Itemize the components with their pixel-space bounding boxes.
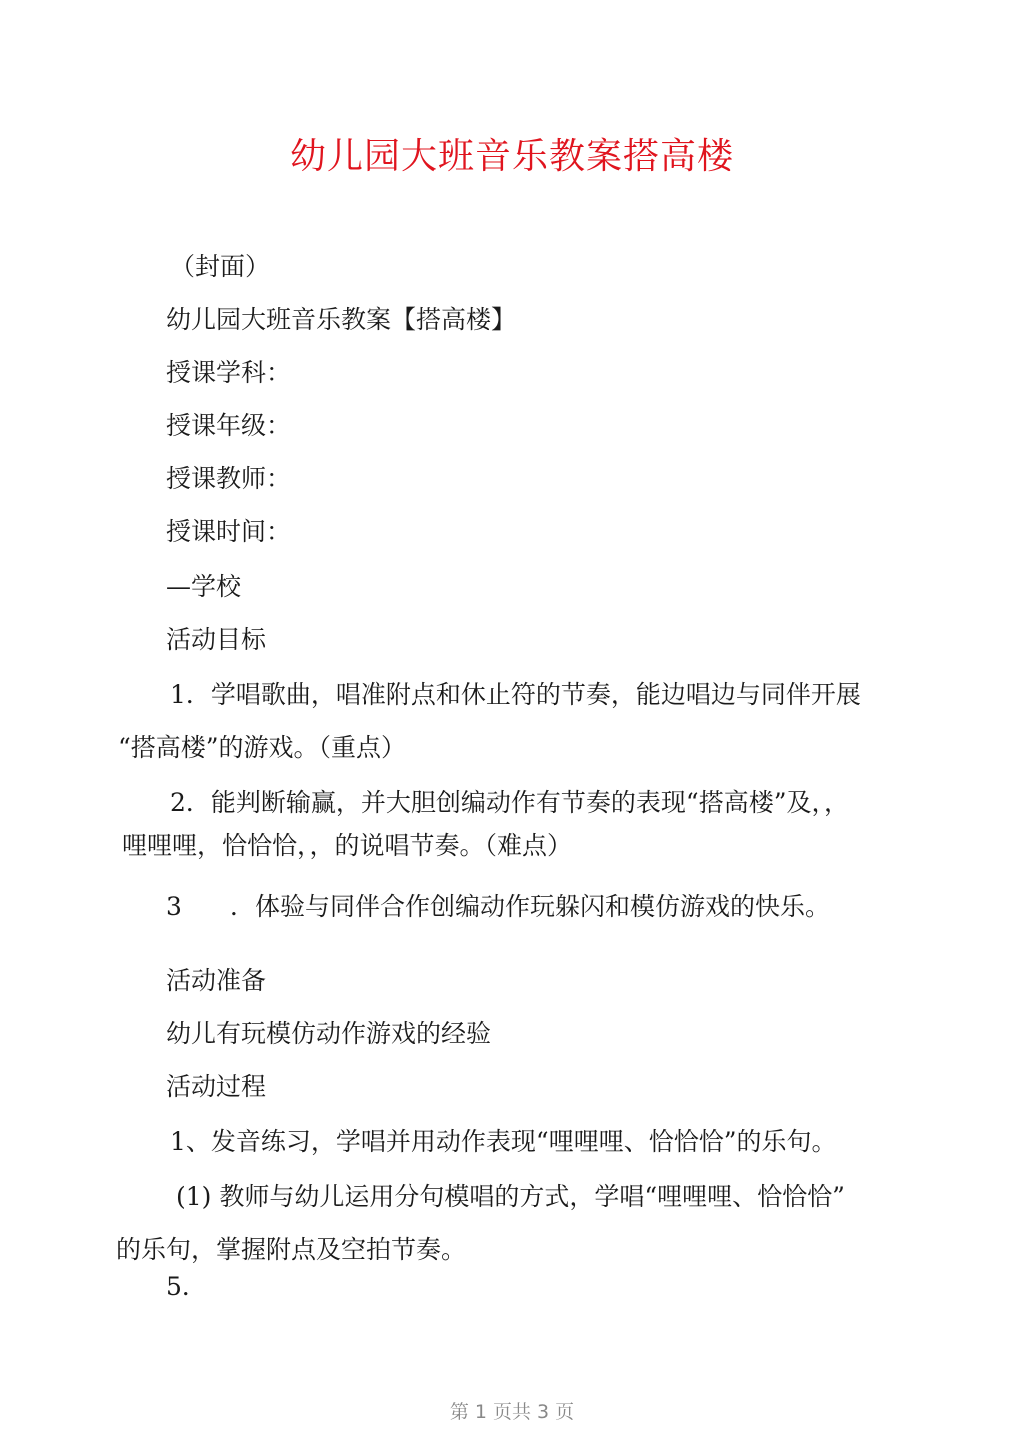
section-heading-process: 活动过程 [166,1072,267,1101]
school-field: —学校 [166,572,242,601]
process-step-1-sub-1-line-1: (1) 教师与幼儿运用分句模唱的方式，学唱“哩哩哩、恰恰恰” [176,1182,845,1211]
preparation-text: 幼儿有玩模仿动作游戏的经验 [166,1019,492,1048]
cover-label: （封面） [170,252,271,281]
process-step-1-sub-1-line-2: 的乐句，掌握附点及空拍节奏。 [116,1235,467,1264]
teacher-field: 授课教师： [166,464,292,493]
page-footer: 第 1 页共 3 页 [449,1401,575,1423]
process-step-1: 1、发音练习，学唱并用动作表现“哩哩哩、恰恰恰”的乐句。 [170,1127,837,1156]
goal-1-line-2: “搭高楼”的游戏。（重点） [118,733,407,762]
goal-3-number: 3 [166,892,182,921]
section-heading-preparation: 活动准备 [166,966,267,995]
section-heading-goals: 活动目标 [166,625,267,654]
time-field: 授课时间： [166,517,292,546]
lesson-title: 幼儿园大班音乐教案【搭高楼】 [166,305,517,334]
list-item-5: 5． [166,1272,207,1301]
goal-1-line-1: 1．学唱歌曲，唱准附点和休止符的节奏，能边唱边与同伴开展 [170,680,861,709]
goal-3-text: ．体验与同伴合作创编动作玩躲闪和模仿游戏的快乐。 [230,892,831,921]
goal-2-line-1: 2．能判断输赢，并大胆创编动作有节奏的表现“搭高楼”及，， [170,788,849,817]
goal-2-line-2: 哩哩哩，恰恰恰，，的说唱节奏。（难点） [122,831,573,860]
document-title: 幼儿园大班音乐教案搭高楼 [289,136,734,177]
subject-field: 授课学科： [166,358,292,387]
grade-field: 授课年级： [166,411,292,440]
